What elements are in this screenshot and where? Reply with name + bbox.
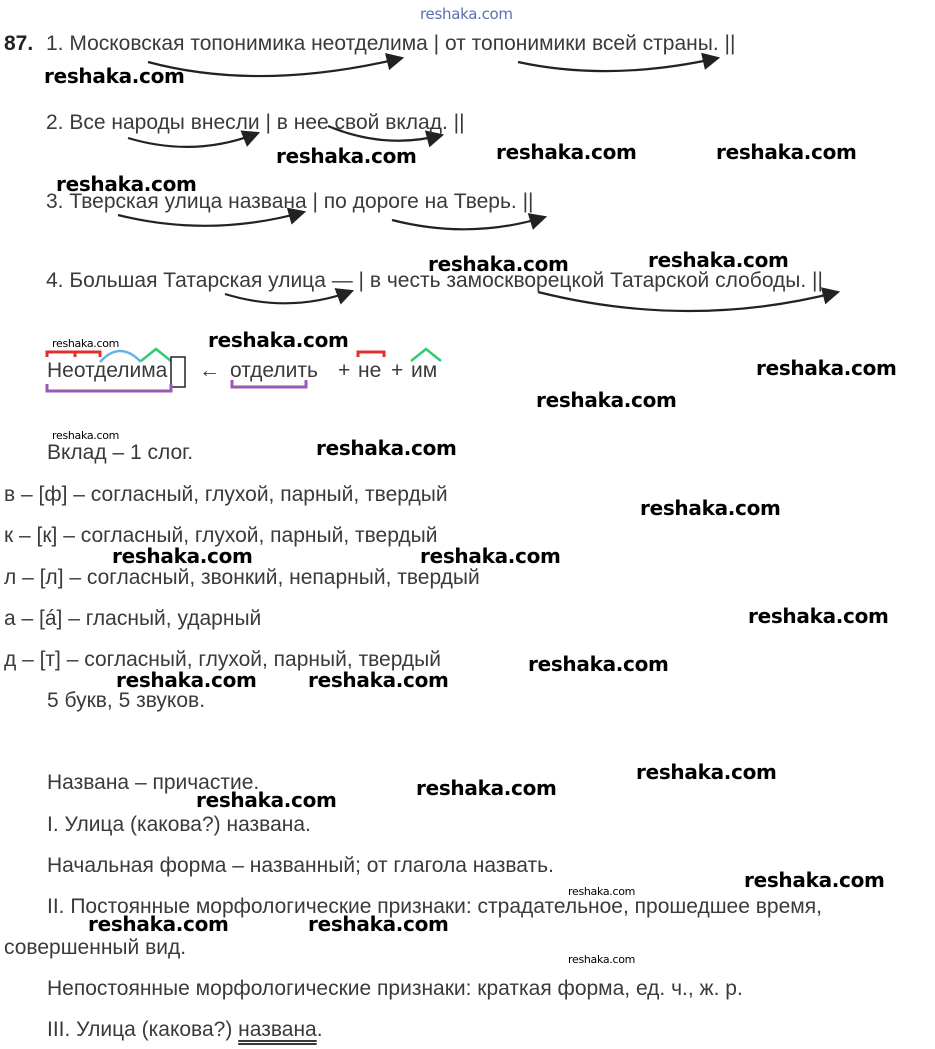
watermark: reshaka.com (716, 140, 857, 164)
plus-sign-2: + (391, 359, 404, 382)
watermark: reshaka.com (56, 172, 197, 196)
watermark: reshaka.com (44, 64, 185, 88)
morphology-heading: Названа – причастие. (47, 771, 260, 794)
watermark: reshaka.com (536, 388, 677, 412)
phonetic-line-1: в – [ф] – согласный, глухой, парный, твердый (4, 483, 448, 506)
phonetic-line-5: д – [т] – согласный, глухой, парный, твердый (4, 648, 441, 671)
morphology-p4: Непостоянные морфологические признаки: краткая форма, ед. ч., ж. р. (47, 977, 743, 1000)
watermark: reshaka.com (496, 140, 637, 164)
watermark: reshaka.com (112, 544, 253, 568)
watermark: reshaka.com (748, 604, 889, 628)
watermark: reshaka.com (116, 668, 257, 692)
morpheme-suffix: им (411, 359, 438, 382)
morpheme-word: Неотделима (47, 359, 168, 382)
phonetic-line-3: л – [л] – согласный, звонкий, непарный, твердый (4, 566, 480, 589)
sentence-2: 2. Все народы внесли | в нее свой вклад. || (46, 111, 465, 134)
watermark-small: reshaka.com (568, 953, 636, 966)
phonetic-heading: Вклад – 1 слог. (47, 441, 194, 464)
watermark: reshaka.com (416, 776, 557, 800)
watermark: reshaka.com (648, 248, 789, 272)
watermark: reshaka.com (756, 356, 897, 380)
morpheme-prefix: не (358, 359, 382, 382)
morphology-p5-prefix: III. Улица (какова?) (47, 1018, 239, 1041)
ending-box (171, 357, 185, 387)
watermark: reshaka.com (428, 252, 569, 276)
morpheme-base: отделить (230, 359, 318, 382)
watermark-small: reshaka.com (568, 885, 636, 898)
prefix-mark-ne-2 (358, 352, 384, 357)
plus-sign-1: + (338, 359, 351, 382)
morphology-p1: I. Улица (какова?) названа. (47, 813, 311, 836)
morphology-p3-line1: II. Постоянные морфологические признаки: страдательное, прошедшее время, (47, 895, 822, 918)
watermark-top: reshaka.com (420, 5, 513, 23)
watermark-small: reshaka.com (52, 337, 120, 350)
morphology-p2: Начальная форма – названный; от глагола назвать. (47, 854, 554, 877)
watermark: reshaka.com (640, 496, 781, 520)
watermark: reshaka.com (420, 544, 561, 568)
prefix-mark-ot (75, 352, 100, 357)
morphology-p5 (47, 1017, 323, 1043)
sentence-3: 3. Тверская улица названа | по дороге на Тверь. || (46, 190, 534, 213)
watermark: reshaka.com (308, 912, 449, 936)
watermark: reshaka.com (196, 788, 337, 812)
watermark: reshaka.com (308, 668, 449, 692)
arrow-s1-object (518, 58, 718, 71)
watermark: reshaka.com (316, 436, 457, 460)
arrow-s3-adverbial (392, 217, 545, 229)
arrow-s1-subject-predicate (148, 58, 402, 76)
phonetic-line-4: а – [á] – гласный, ударный (4, 607, 262, 630)
sentence-4: 4. Большая Татарская улица — | в честь замоскворецкой Татарской слободы. || (46, 269, 823, 292)
watermark: reshaka.com (276, 144, 417, 168)
base-mark-word (47, 384, 171, 391)
watermark: reshaka.com (88, 912, 229, 936)
sentence-1: 1. Московская топонимика неотделима | от топонимики всей страны. || (46, 32, 736, 55)
watermark: reshaka.com (636, 760, 777, 784)
phonetic-summary: 5 букв, 5 звуков. (47, 689, 206, 712)
watermark-small: reshaka.com (52, 429, 120, 442)
morphology-p3-line2: совершенный вид. (4, 936, 187, 959)
watermark: reshaka.com (744, 868, 885, 892)
phonetic-line-2: к – [к] – согласный, глухой, парный, твердый (4, 524, 438, 547)
predicate-underlined: названа (238, 1018, 317, 1041)
arrow-s4-adverbial (538, 292, 838, 311)
watermark: reshaka.com (208, 328, 349, 352)
watermark: reshaka.com (528, 652, 669, 676)
morphology-p5-suffix: . (316, 1018, 323, 1041)
derivation-arrow: ← (199, 359, 220, 382)
prefix-mark-ne (47, 352, 75, 357)
exercise-number: 87. (4, 32, 34, 55)
